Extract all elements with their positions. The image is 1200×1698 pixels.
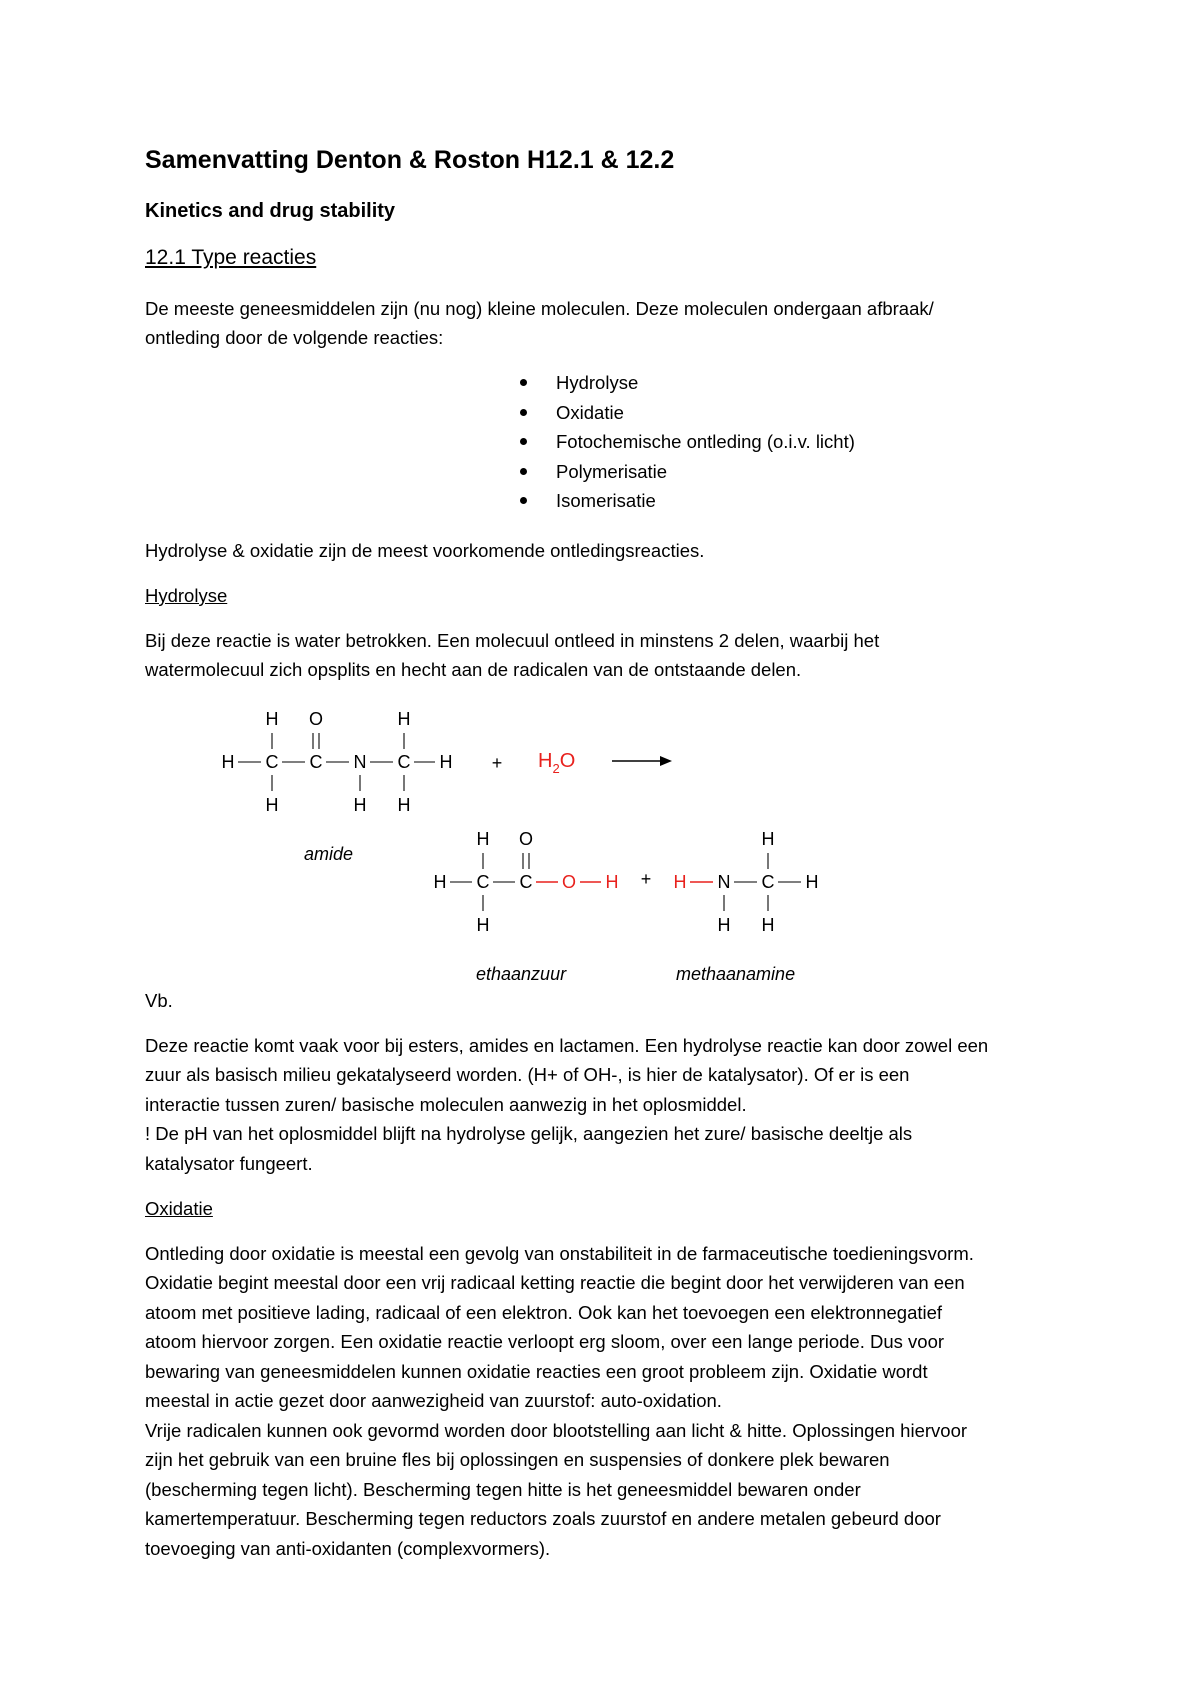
document-title: Samenvatting Denton & Roston H12.1 & 12.2: [145, 146, 675, 174]
atom-h: H: [439, 752, 453, 772]
label-methaanamine: methaanamine: [676, 964, 796, 984]
oxidatie-line-9: (bescherming tegen licht). Bescherming tegen hitte is het geneesmiddel bewaren onder: [145, 1479, 861, 1500]
atom-h: H: [476, 915, 490, 935]
intro-line-2: ontleding door de volgende reacties:: [145, 327, 444, 348]
oxidatie-line-11: toevoeging van anti-oxidanten (complexvormers).: [145, 1538, 551, 1559]
atom-o: O: [308, 709, 324, 729]
atom-n: N: [353, 752, 367, 772]
list-item: Fotochemische ontleding (o.i.v. licht): [520, 427, 855, 457]
atom-c: C: [519, 872, 533, 892]
summary-line: Hydrolyse & oxidatie zijn de meest voorkomende ontledingsreacties.: [145, 540, 705, 561]
water-formula: $H_2O$: [538, 750, 576, 776]
hydrolyse-heading: Hydrolyse: [145, 585, 228, 606]
atom-h: H: [476, 829, 490, 849]
oxidatie-line-6: meestal in actie gezet door aanwezigheid van zuurstof: auto-oxidation.: [145, 1390, 722, 1411]
atom-h: H: [397, 709, 411, 729]
hydrolyse-p2-line-2: zuur als basisch milieu gekatalyseerd worden. (H+ of OH-, is hier de katalysator). Of er is een: [145, 1064, 910, 1085]
atom-h: H: [397, 795, 411, 815]
plus-sign: +: [491, 753, 503, 773]
oxidatie-line-10: kamertemperatuur. Bescherming tegen reductors zoals zuurstof en andere metalen gebeurd door: [145, 1508, 941, 1529]
hydrolyse-line-2: watermolecuul zich opsplits en hecht aan de radicalen van de ontstaande delen.: [145, 659, 802, 680]
atom-h: H: [433, 872, 447, 892]
list-item: Polymerisatie: [520, 457, 855, 487]
list-item: Oxidatie: [520, 398, 855, 428]
section-heading: 12.1 Type reacties: [145, 246, 317, 269]
label-ethaanzuur: ethaanzuur: [476, 964, 567, 984]
plus-sign-products: +: [640, 869, 652, 889]
atom-h: H: [353, 795, 367, 815]
label-amide: amide: [304, 844, 354, 864]
intro-line-1: De meeste geneesmiddelen zijn (nu nog) kleine moleculen. Deze moleculen ondergaan afbraak/: [145, 298, 934, 319]
atom-o: O: [518, 829, 534, 849]
atom-h: H: [221, 752, 235, 772]
atom-c: C: [476, 872, 490, 892]
vb-label: Vb.: [145, 990, 173, 1011]
oxidatie-heading: Oxidatie: [145, 1198, 213, 1219]
atom-h: H: [761, 829, 775, 849]
atom-h: H: [265, 795, 279, 815]
oxidatie-line-5: bewaring van geneesmiddelen kunnen oxidatie reacties een groot probleem zijn. Oxidatie wordt: [145, 1361, 928, 1382]
hydrolyse-p2-line-5: katalysator fungeert.: [145, 1153, 313, 1174]
atom-c: C: [761, 872, 775, 892]
reaction-arrowhead-icon: [660, 756, 672, 766]
atom-h: H: [605, 872, 619, 892]
atom-h: H: [805, 872, 819, 892]
oxidatie-line-2: Oxidatie begint meestal door een vrij radicaal ketting reactie die begint door het verwijderen van een: [145, 1272, 965, 1293]
atom-h: H: [265, 709, 279, 729]
atom-o: O: [561, 872, 577, 892]
atom-c: C: [309, 752, 323, 772]
atom-c: C: [397, 752, 411, 772]
atom-n: N: [717, 872, 731, 892]
oxidatie-line-8: zijn het gebruik van een bruine fles bij oplossingen en suspensies of donkere plek bewaren: [145, 1449, 890, 1470]
hydrolyse-p2-line-1: Deze reactie komt vaak voor bij esters, amides en lactamen. Een hydrolyse reactie kan door zowel een: [145, 1035, 989, 1056]
oxidatie-line-7: Vrije radicalen kunnen ook gevormd worden door blootstelling aan licht & hitte. Oplossingen hiervoor: [145, 1420, 968, 1441]
hydrolyse-p2-line-3: interactie tussen zuren/ basische moleculen aanwezig in het oplosmiddel.: [145, 1094, 747, 1115]
oxidatie-line-4: atoom hiervoor zorgen. Een oxidatie reactie verloopt erg sloom, over een lange periode. Dus voor: [145, 1331, 945, 1352]
atom-h: H: [761, 915, 775, 935]
hydrolyse-line-1: Bij deze reactie is water betrokken. Een molecuul ontleed in minstens 2 delen, waarbij het: [145, 630, 880, 651]
atom-h: H: [717, 915, 731, 935]
atom-c: C: [265, 752, 279, 772]
list-item: Isomerisatie: [520, 486, 855, 516]
list-item: Hydrolyse: [520, 368, 855, 398]
atom-h: H: [673, 872, 687, 892]
oxidatie-line-1: Ontleding door oxidatie is meestal een gevolg van onstabiliteit in de farmaceutische toedieningsvorm.: [145, 1243, 974, 1264]
document-subtitle: Kinetics and drug stability: [145, 200, 396, 222]
oxidatie-line-3: atoom met positieve lading, radicaal of een elektron. Ook kan het toevoegen een elektronnegatief: [145, 1302, 943, 1323]
hydrolyse-p2-line-4: ! De pH van het oplosmiddel blijft na hydrolyse gelijk, aangezien het zure/ basische deeltje als: [145, 1123, 913, 1144]
